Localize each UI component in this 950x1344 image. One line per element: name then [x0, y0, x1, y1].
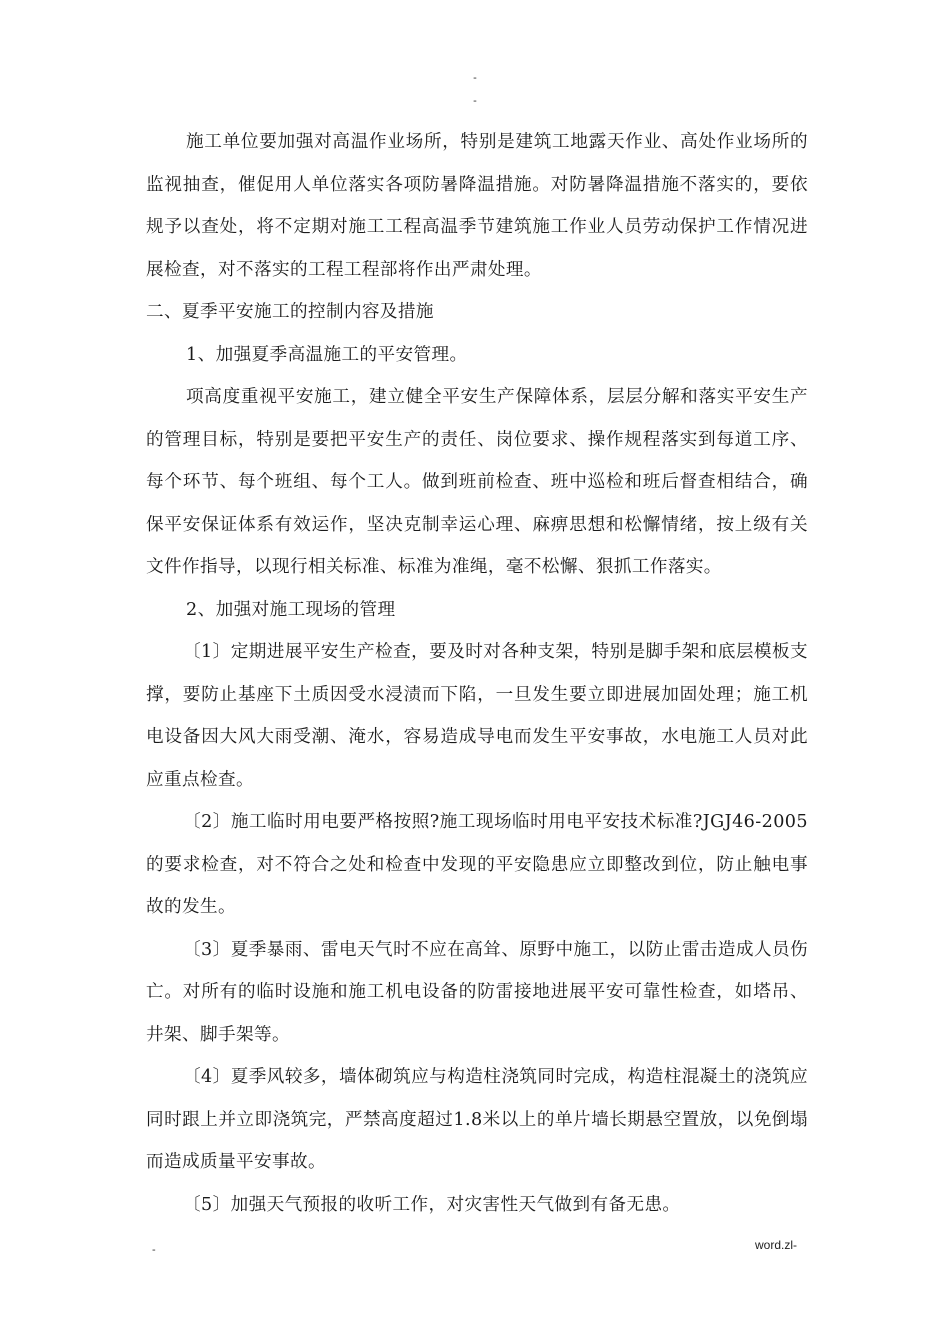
list-item-2: 〔2〕施工临时用电要严格按照?施工现场临时用电平安技术标准?JGJ46-2005的要求检查，对不符合之处和检查中发现的平安隐患应立即整改到位，防止触电事故的发生。	[146, 812, 808, 917]
header-mark-bottom: -	[473, 95, 477, 107]
subsection-heading-2: 2、加强对施工现场的管理	[186, 599, 396, 620]
subsection-heading-1: 1、加强夏季高温施工的平安管理。	[186, 344, 468, 365]
document-body	[146, 121, 808, 1226]
list-item-5: 〔5〕加强天气预报的收听工作，对灾害性天气做到有备无患。	[183, 1194, 681, 1215]
footer-left-mark: -	[152, 1244, 156, 1256]
list-item-3: 〔3〕夏季暴雨、雷电天气时不应在高耸、原野中施工，以防止雷击造成人员伤亡。对所有的临时设施和施工机电设备的防雷接地进展平安可靠性检查，如塔吊、井架、脚手架等。	[146, 939, 808, 1045]
section-heading: 二、夏季平安施工的控制内容及措施	[146, 302, 434, 322]
list-item-4: 〔4〕夏季风较多，墙体砌筑应与构造柱浇筑同时完成，构造柱混凝土的浇筑应同时跟上并立即浇筑完，严禁高度超过1.8米以上的单片墙长期悬空置放，以免倒塌而造成质量平安事故。	[146, 1067, 808, 1172]
paragraph-intro: 施工单位要加强对高温作业场所，特别是建筑工地露天作业、高处作业场所的监视抽查，催促用人单位落实各项防暑降温措施。对防暑降温措施不落实的，要依规予以查处，将不定期对施工工程高温季节建筑施工作业人员劳动保护工作情况进展检查，对不落实的工程工程部将作出严肃处理。	[146, 132, 808, 280]
header-mark-top: -	[473, 72, 477, 84]
list-item-1: 〔1〕定期进展平安生产检查，要及时对各种支架，特别是脚手架和底层模板支撑，要防止基座下土质因受水浸渍而下陷，一旦发生要立即进展加固处理；施工机电设备因大风大雨受潮、淹水，容易造成导电而发生平安事故，水电施工人员对此应重点检查。	[146, 642, 808, 790]
paragraph-safety-management: 项高度重视平安施工，建立健全平安生产保障体系，层层分解和落实平安生产的管理目标，特别是要把平安生产的责任、岗位要求、操作规程落实到每道工序、每个环节、每个班组、每个工人。做到班前检查、班中巡检和班后督查相结合，确保平安保证体系有效运作，坚决克制幸运心理、麻痹思想和松懈情绪，按上级有关文件作指导，以现行相关标准、标准为准绳，毫不松懈、狠抓工作落实。	[146, 387, 808, 577]
footer-source: word.zl-	[755, 1238, 798, 1252]
